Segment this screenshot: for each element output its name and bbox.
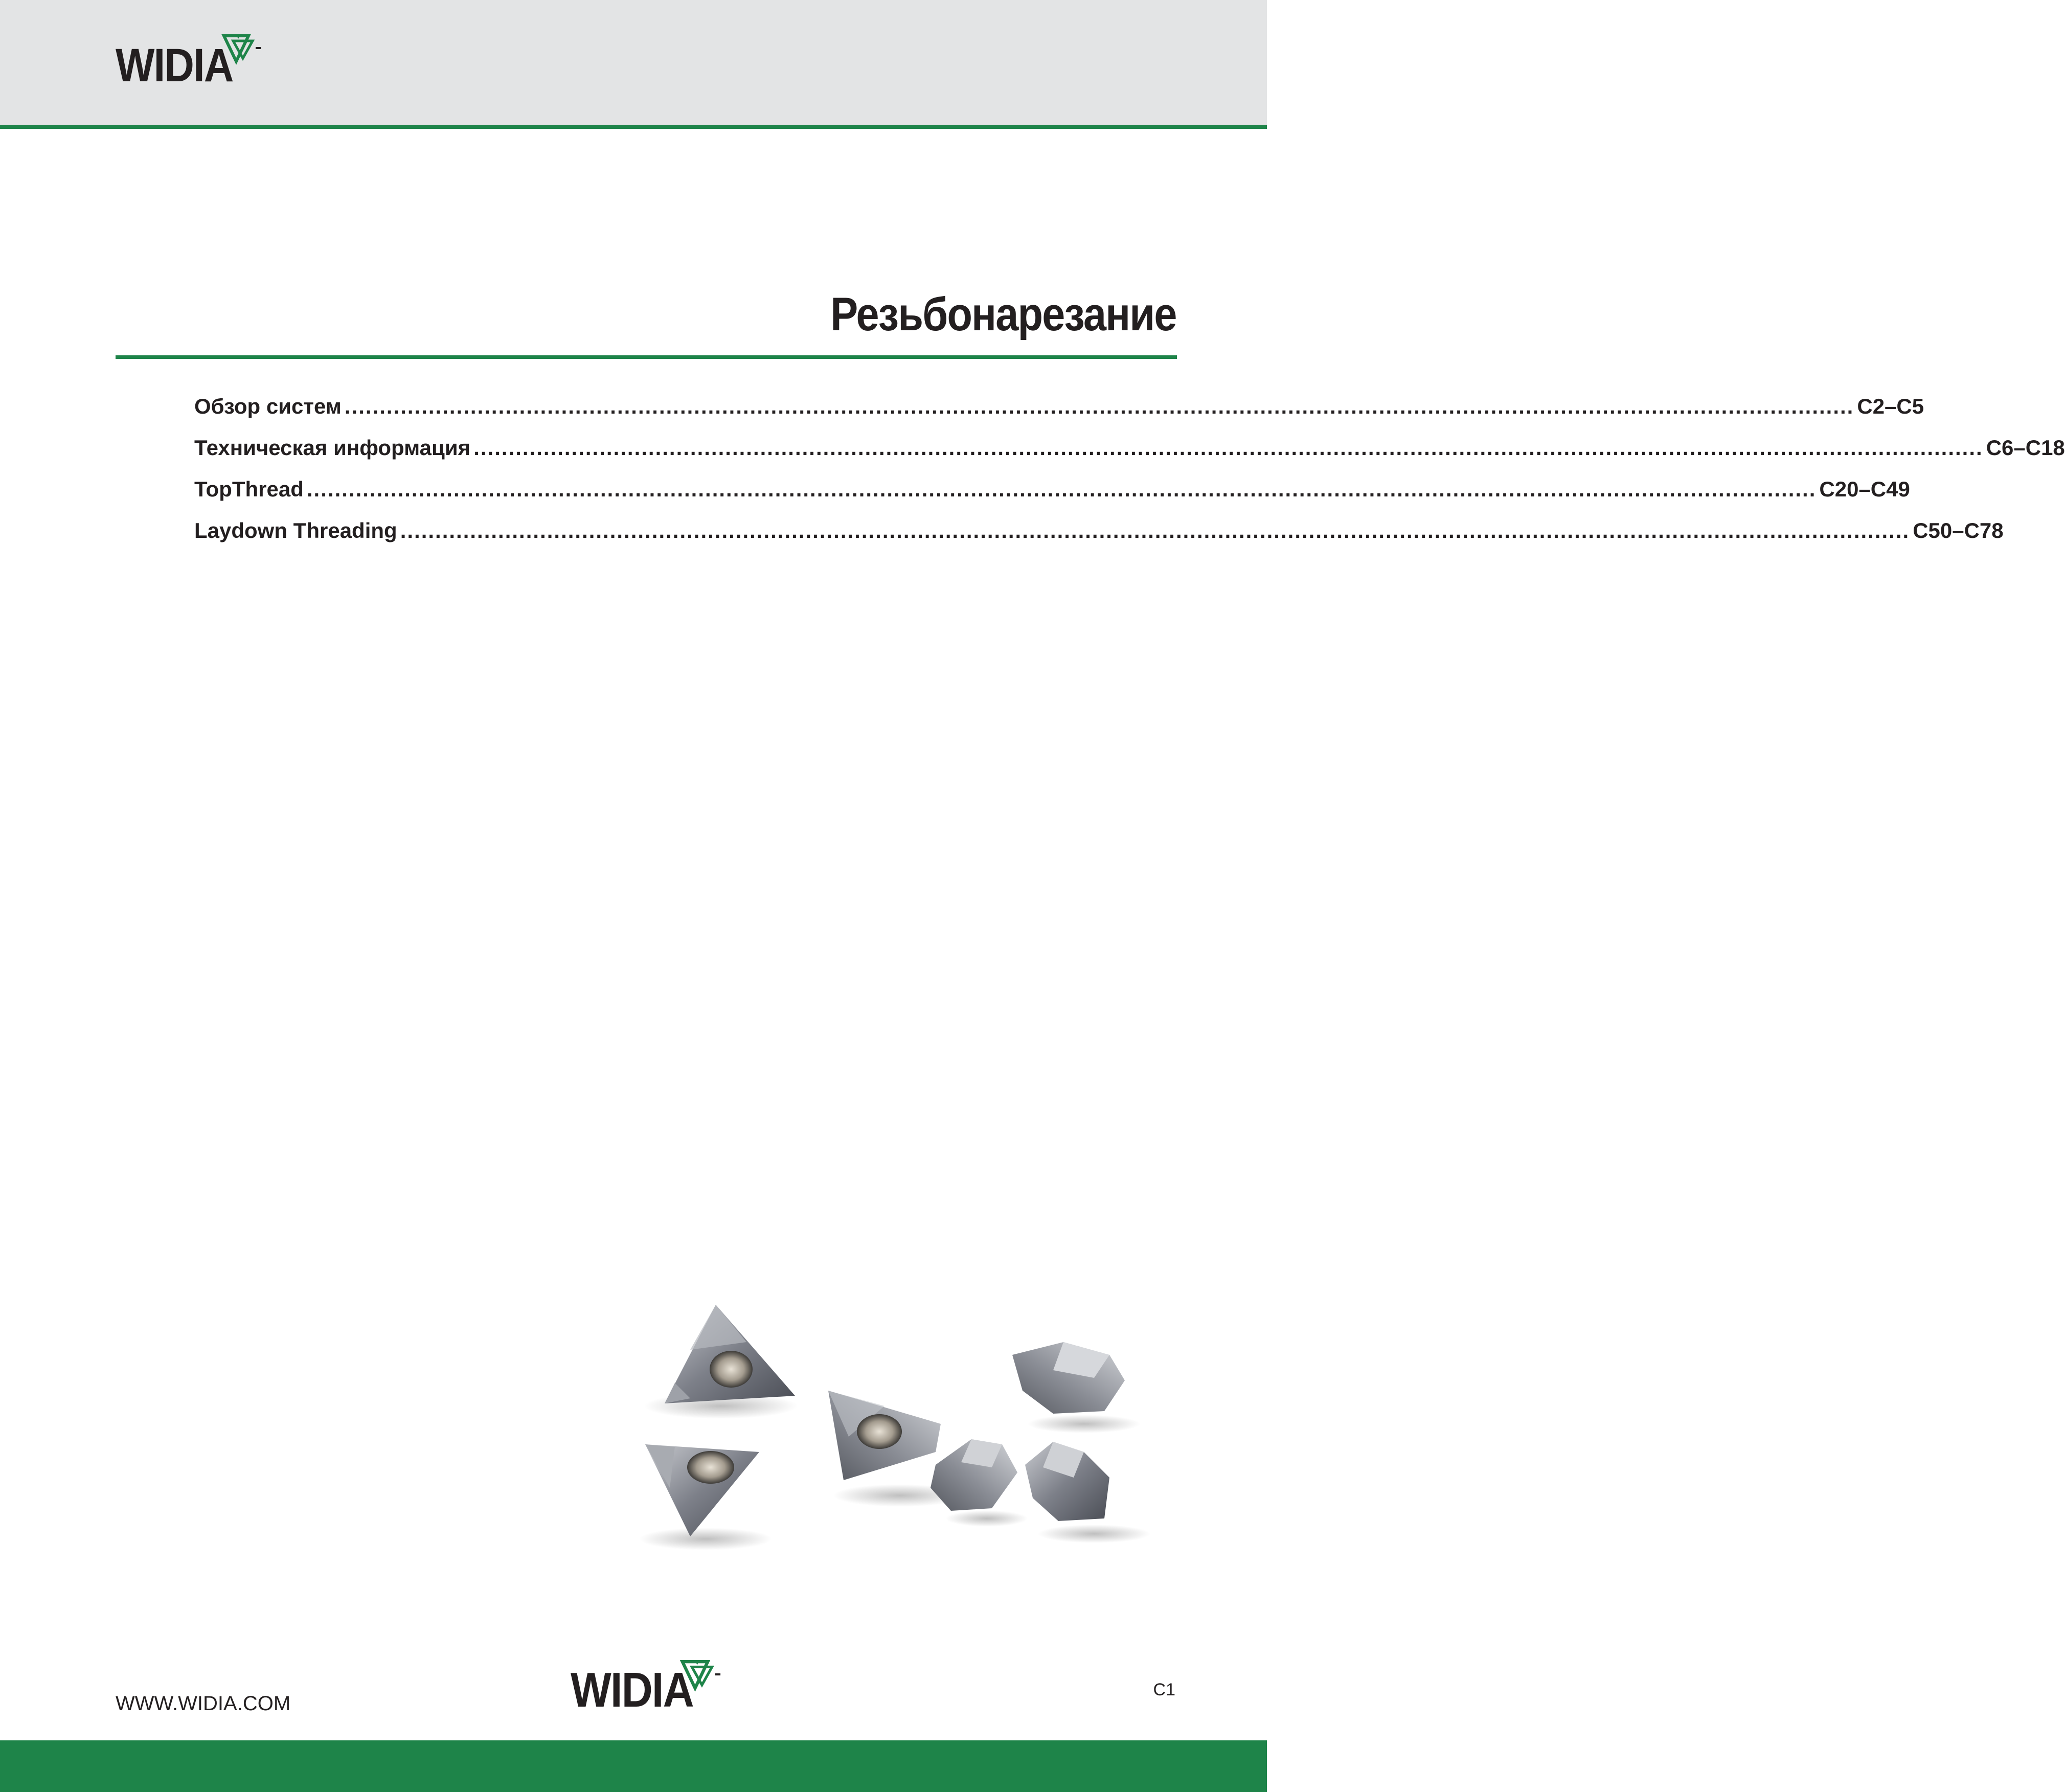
toc-leader-dots: ........................................................................................................................................................................................................................ bbox=[473, 436, 1983, 460]
logo-wordmark: WIDIA bbox=[116, 39, 233, 92]
widia-logo bbox=[571, 1660, 724, 1716]
widia-triangle-icon bbox=[223, 34, 264, 64]
website-url[interactable]: WWW.WIDIA.COM bbox=[116, 1692, 291, 1715]
section-title: Резьбонарезание bbox=[830, 288, 1176, 341]
toc-entry-pages: C6–C18 bbox=[1986, 436, 2065, 460]
toc-entry-overview[interactable] bbox=[194, 391, 1924, 433]
toc-entry-topthread[interactable] bbox=[194, 474, 1910, 515]
toc-entry-technical-info[interactable] bbox=[194, 433, 2065, 474]
toc-leader-dots: ........................................................................................................................................................................................................................ bbox=[344, 394, 1854, 418]
toc-entry-pages: C20–C49 bbox=[1819, 477, 1910, 501]
widia-logo bbox=[116, 34, 264, 90]
logo-wordmark: WIDIA bbox=[571, 1663, 693, 1717]
toc-entry-laydown-threading[interactable] bbox=[194, 515, 2004, 557]
toc-leader-dots: ........................................................................................................................................................................................................................ bbox=[400, 518, 1910, 542]
toc-entry-pages: C2–C5 bbox=[1857, 394, 1924, 418]
toc-entry-label: Laydown Threading bbox=[194, 518, 397, 542]
toc-leader-dots: ........................................................................................................................................................................................................................ bbox=[306, 477, 1817, 501]
page-number: C1 bbox=[1153, 1680, 1175, 1699]
header-rule bbox=[0, 125, 1267, 129]
widia-triangle-icon bbox=[681, 1660, 724, 1691]
toc-entry-pages: C50–C78 bbox=[1913, 518, 2004, 542]
table-of-contents bbox=[194, 391, 2065, 557]
footer-band bbox=[0, 1740, 1267, 1792]
toc-entry-label: TopThread bbox=[194, 477, 304, 501]
title-rule bbox=[116, 355, 1177, 359]
toc-entry-label: Обзор систем bbox=[194, 394, 342, 418]
toc-entry-label: Техническая информация bbox=[194, 436, 471, 460]
threading-inserts-photo bbox=[634, 1294, 1155, 1559]
